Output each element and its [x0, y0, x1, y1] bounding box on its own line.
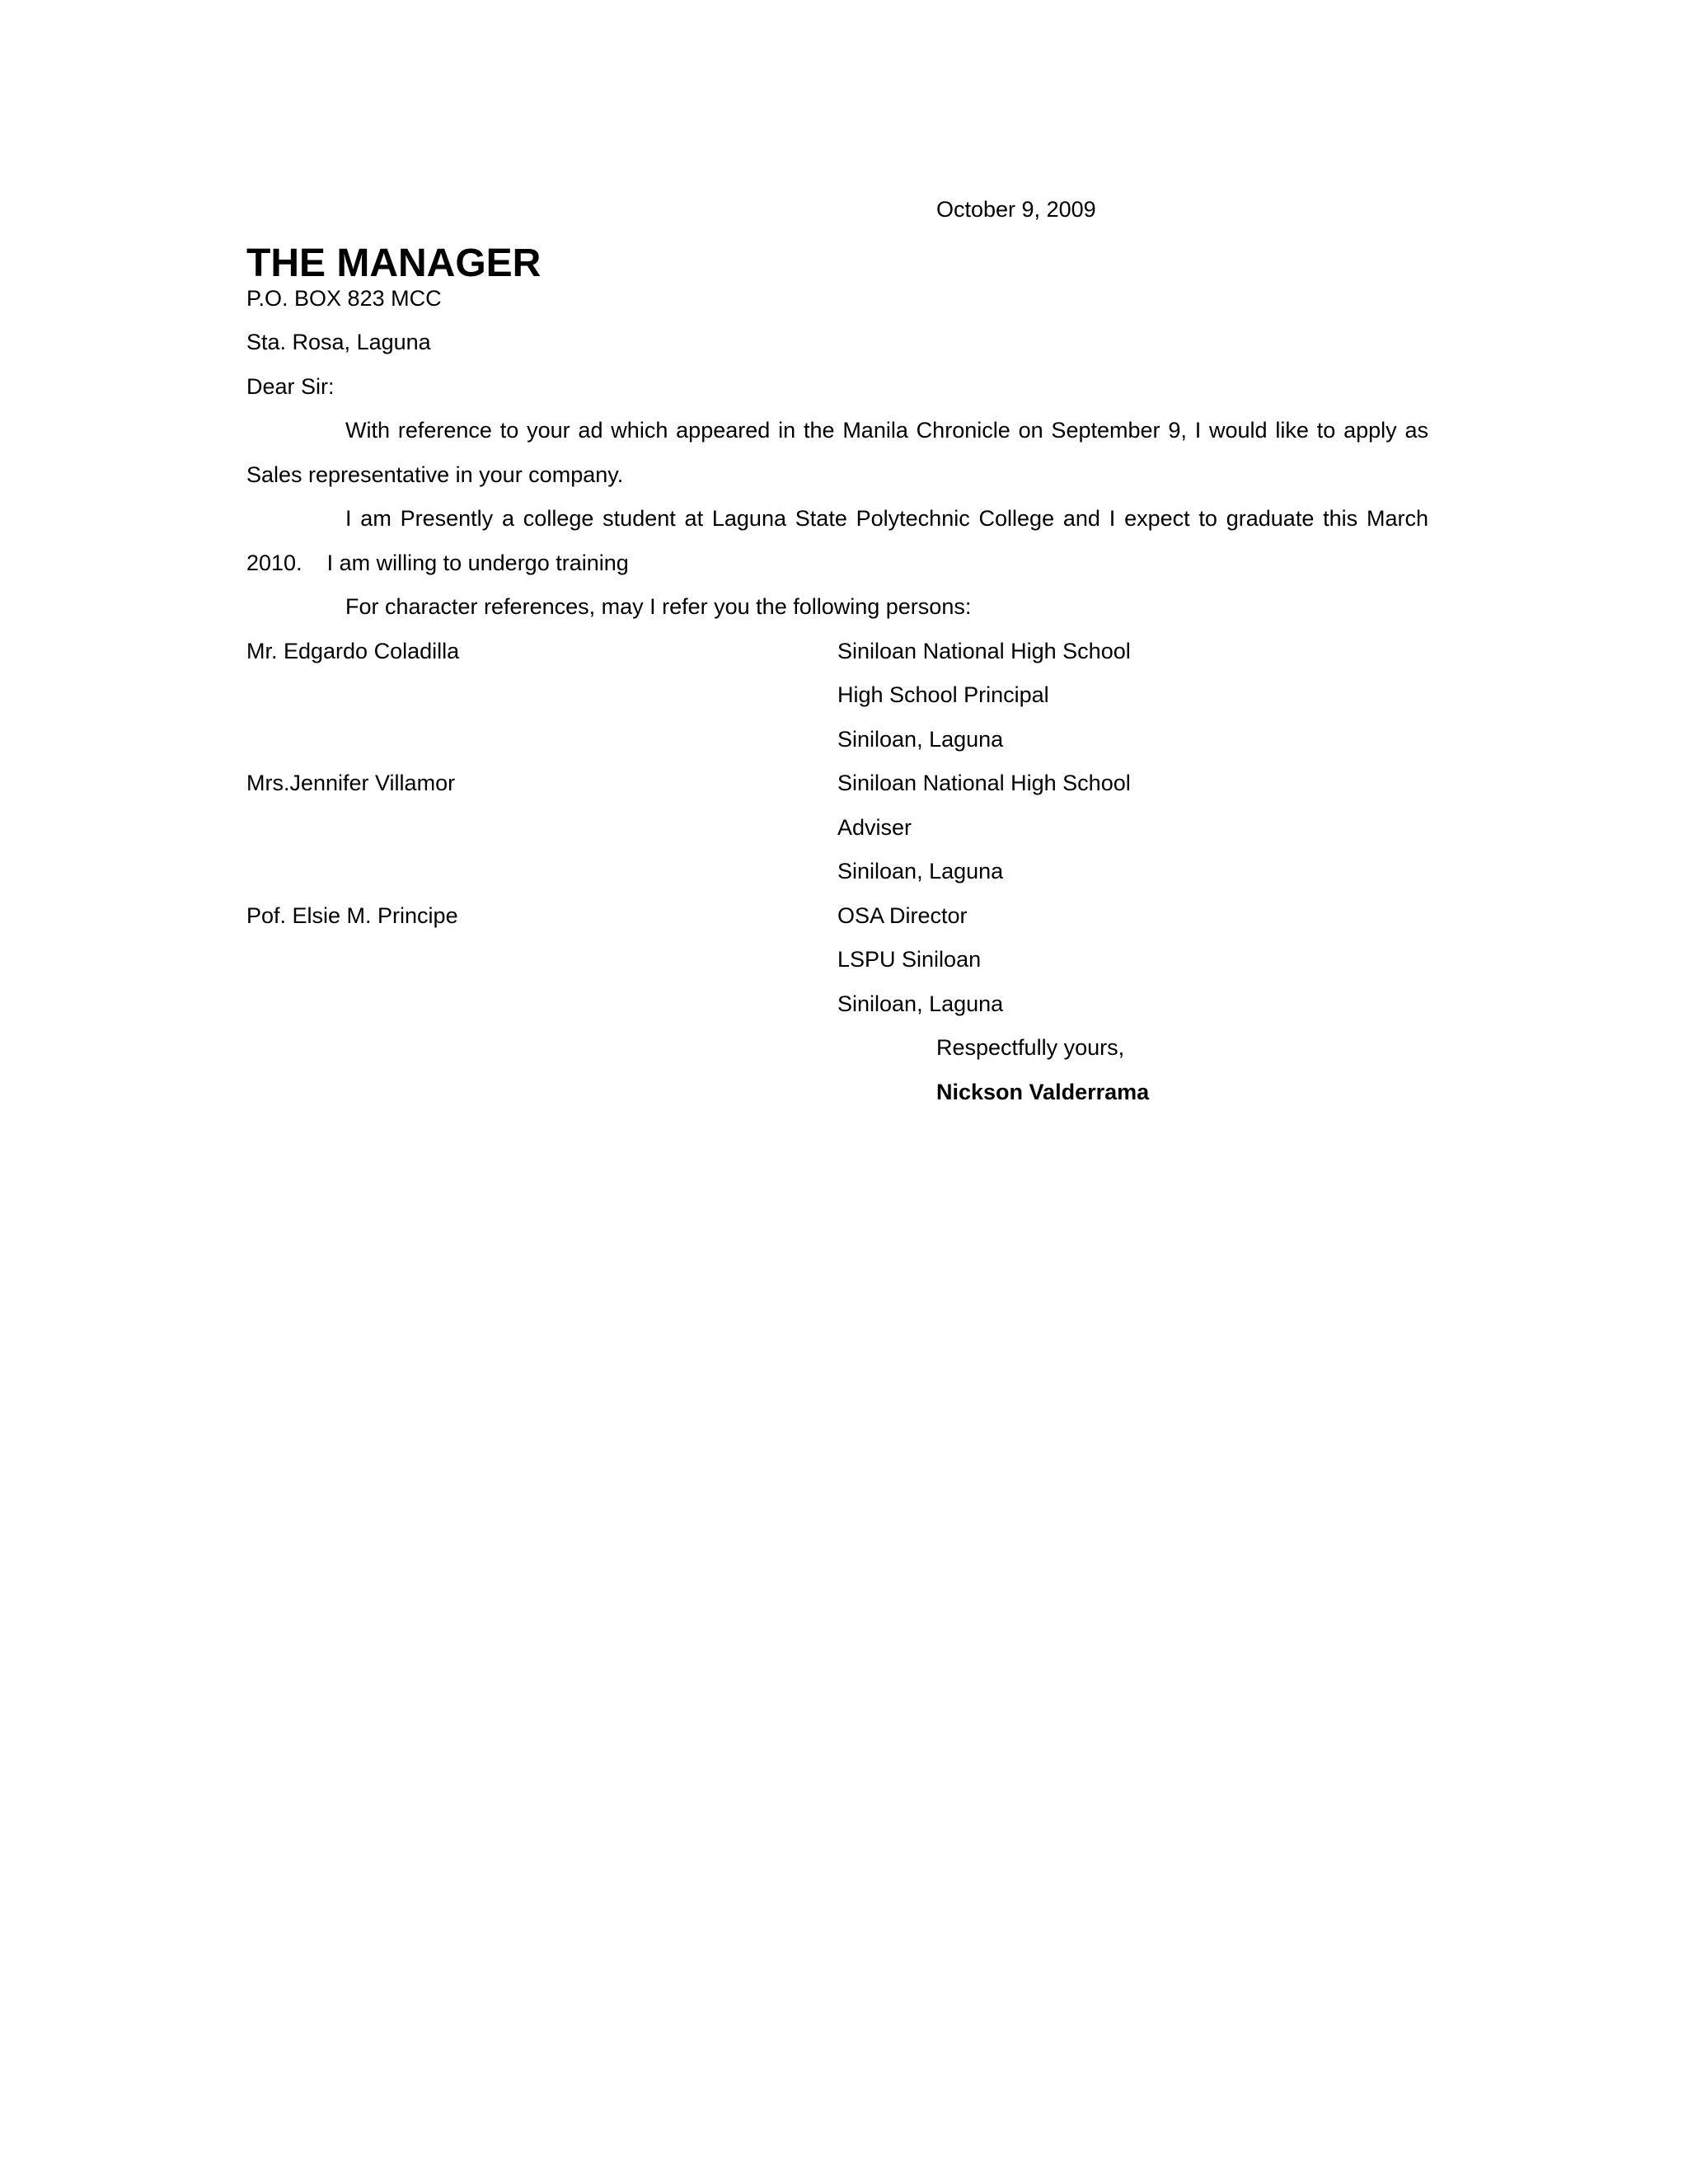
- reference-detail: Siniloan National High School: [837, 639, 1131, 663]
- reference-detail: LSPU Siniloan: [837, 947, 982, 972]
- reference-detail: Siniloan, Laguna: [837, 859, 1004, 883]
- reference-detail: Siniloan, Laguna: [837, 727, 1004, 752]
- reference-name: Pof. Elsie M. Principe: [246, 903, 458, 928]
- recipient-address-line1: P.O. BOX 823 MCC: [246, 286, 442, 311]
- letter-date: October 9, 2009: [936, 197, 1096, 222]
- recipient-title: THE MANAGER: [246, 241, 542, 285]
- paragraph1-line1: With reference to your ad which appeared in the Manila Chronicle on September 9, I would like to apply as: [345, 418, 1428, 443]
- paragraph2-line1: I am Presently a college student at Laguna State Polytechnic College and I expect to graduate this March: [345, 506, 1428, 531]
- reference-detail: Siniloan National High School: [837, 771, 1131, 795]
- reference-detail: OSA Director: [837, 903, 968, 928]
- closing: Respectfully yours,: [936, 1035, 1125, 1060]
- paragraph3: For character references, may I refer you the following persons:: [345, 594, 972, 619]
- signature-name: Nickson Valderrama: [936, 1080, 1150, 1104]
- reference-detail: Siniloan, Laguna: [837, 991, 1004, 1016]
- reference-name: Mr. Edgardo Coladilla: [246, 639, 460, 663]
- salutation: Dear Sir:: [246, 374, 335, 399]
- recipient-address-line2: Sta. Rosa, Laguna: [246, 330, 431, 354]
- reference-detail: Adviser: [837, 815, 912, 840]
- reference-name: Mrs.Jennifer Villamor: [246, 771, 456, 795]
- paragraph1-line2: Sales representative in your company.: [246, 462, 624, 487]
- paragraph2-line2: 2010. I am willing to undergo training: [246, 551, 629, 575]
- reference-detail: High School Principal: [837, 682, 1049, 707]
